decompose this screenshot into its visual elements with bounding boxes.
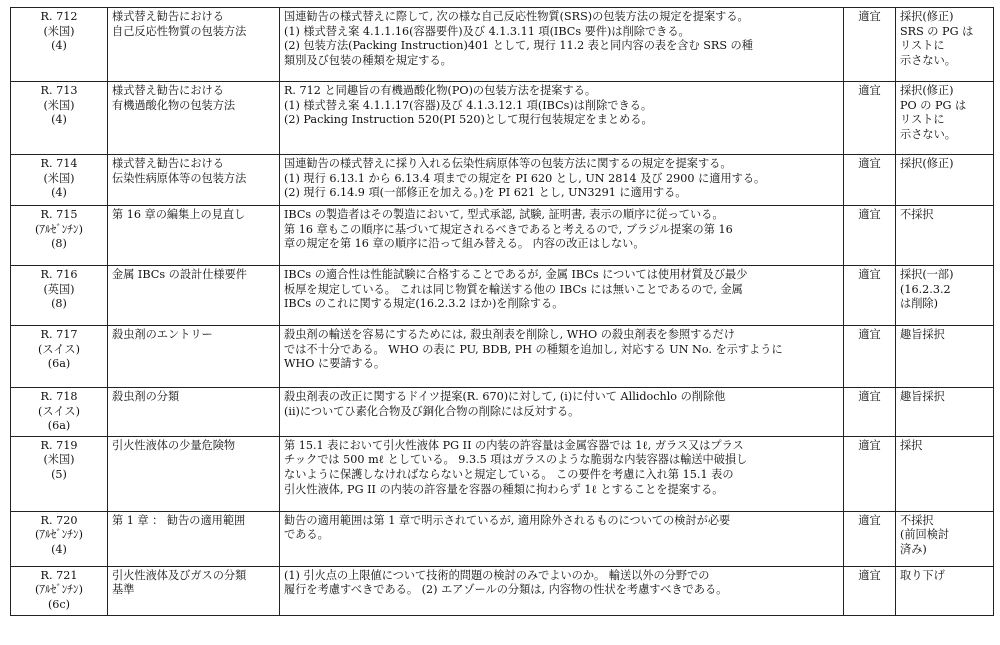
hazard-class: (5) [51, 467, 67, 481]
proposer-country: (ｱﾙｾﾞﾝﾁﾝ) [35, 222, 83, 236]
proposal-id: R. 712 [40, 10, 78, 23]
text-line: 示さない。 [900, 127, 956, 141]
text-line: 殺虫剤のエントリー [112, 328, 213, 341]
timing-cell [844, 155, 896, 206]
timing-cell [844, 326, 896, 388]
text-line: 第 1 章 ： 勧告の適用範囲 [112, 513, 246, 527]
proposal-content-cell [280, 326, 844, 388]
text-line: リストに [900, 113, 945, 127]
hazard-class: (6c) [47, 597, 71, 611]
timing-value: 適宜 [858, 568, 881, 582]
timing-cell [844, 388, 896, 437]
text-line: 不採択 [900, 208, 934, 221]
proposal-title-cell [108, 436, 280, 511]
result-cell [896, 436, 994, 511]
text-line: IBCs の製造者はその製造において, 型式承認, 試験, 証明書, 表示の順序に従っている。 [284, 208, 724, 221]
table-row [11, 566, 994, 615]
result-cell [896, 206, 994, 266]
timing-cell [844, 82, 896, 155]
text-line: (16.2.3.2 [900, 282, 951, 296]
proposer-country: (ｱﾙｾﾞﾝﾁﾝ) [35, 583, 83, 597]
proposer-country: (米国) [43, 453, 75, 467]
proposal-content-cell [280, 8, 844, 82]
result-cell [896, 511, 994, 566]
proposal-title-cell [108, 266, 280, 326]
proposer-country: (米国) [43, 171, 75, 185]
proposal-content-cell [280, 436, 844, 511]
proposals-table-body [11, 8, 994, 616]
proposal-content-cell [280, 206, 844, 266]
timing-cell [844, 436, 896, 511]
proposal-content-cell [280, 566, 844, 615]
text-line: 有機過酸化物の包装方法 [112, 98, 236, 112]
text-line: (ii)についてひ素化合物及び銅化合物の削除には反対する。 [284, 404, 580, 418]
text-line: SRS の PG は [900, 24, 974, 38]
hazard-class: (6a) [47, 419, 71, 433]
hazard-class: (4) [51, 113, 67, 127]
text-line: 様式替え勧告における [112, 10, 224, 23]
text-line: 自己反応性物質の包装方法 [112, 24, 247, 38]
proposal-ref-cell [11, 8, 108, 82]
text-line: 取り下げ [900, 568, 945, 582]
text-line: WHO に要請する。 [284, 357, 386, 371]
proposal-title-cell [108, 8, 280, 82]
result-cell [896, 8, 994, 82]
hazard-class: (6a) [47, 357, 71, 371]
proposal-title-cell [108, 511, 280, 566]
text-line: 採択 [900, 438, 923, 452]
text-line: 引火性液体及びガスの分類 [112, 568, 247, 582]
timing-value: 適宜 [858, 390, 881, 403]
table-row [11, 82, 994, 155]
hazard-class: (8) [51, 237, 67, 251]
proposal-title-cell [108, 206, 280, 266]
text-line: 採択(修正) [900, 10, 954, 23]
proposal-ref-cell [11, 266, 108, 326]
text-line: (1) 現行 6.13.1 から 6.13.4 項までの規定を PI 620 とし, UN 2814 及び 2900 に適用する。 [284, 171, 766, 185]
proposal-content-cell [280, 266, 844, 326]
timing-value: 適宜 [858, 513, 881, 527]
proposal-title-cell [108, 326, 280, 388]
text-line: (1) 様式替え案 4.1.1.16(容器要件)及び 4.1.3.11 項(IBCs 要件)は削除できる。 [284, 24, 690, 38]
text-line: 第 16 章もこの順序に基づいて規定されるべきであると考えるので, ブラジル提案の第 16 [284, 222, 733, 236]
result-cell [896, 155, 994, 206]
proposer-country: (米国) [43, 98, 75, 112]
timing-value: 適宜 [858, 438, 881, 452]
text-line: R. 712 と同趣旨の有機過酸化物(PO)の包装方法を提案する。 [284, 84, 597, 97]
proposal-ref-cell [11, 436, 108, 511]
proposals-table [10, 7, 994, 616]
proposal-content-cell [280, 388, 844, 437]
text-line: では不十分である。 WHO の表に PU, BDB, PH の種類を追加し, 対応する UN No. を示すように [284, 342, 783, 356]
text-line: 伝染性病原体等の包装方法 [112, 171, 247, 185]
text-line: IBCs の適合性は性能試験に合格することであるが, 金属 IBCs については使用材質及び最少 [284, 268, 748, 281]
text-line: 示さない。 [900, 53, 956, 67]
text-line: 引火性液体の少量危険物 [112, 438, 236, 452]
proposer-country: (スイス) [38, 342, 80, 356]
timing-value: 適宜 [858, 268, 881, 281]
table-row [11, 436, 994, 511]
text-line: 国連勧告の様式替えに採り入れる伝染性病原体等の包装方法に関するの規定を提案する。 [284, 157, 732, 170]
proposal-id: R. 718 [40, 390, 78, 403]
text-line: 採択(修正) [900, 157, 954, 170]
result-cell [896, 82, 994, 155]
table-row [11, 155, 994, 206]
timing-value: 適宜 [858, 10, 881, 23]
table-row [11, 266, 994, 326]
proposal-title-cell [108, 155, 280, 206]
table-row [11, 8, 994, 82]
proposal-title-cell [108, 82, 280, 155]
proposal-id: R. 717 [40, 328, 78, 341]
proposal-id: R. 714 [40, 157, 78, 170]
text-line: 章の規定を第 16 章の順序に沿って組み替える。 内容の改正はしない。 [284, 237, 645, 251]
text-line: IBCs のこれに関する規定(16.2.3.2 ほか)を削除する。 [284, 297, 564, 311]
text-line: 殺虫剤の分類 [112, 390, 180, 403]
proposal-ref-cell [11, 155, 108, 206]
text-line: である。 [284, 528, 329, 542]
text-line: 勧告の適用範囲は第 1 章で明示されているが, 適用除外されるものについての検討が必要 [284, 513, 731, 527]
text-line: PO の PG は [900, 98, 967, 112]
result-cell [896, 566, 994, 615]
timing-cell [844, 566, 896, 615]
text-line: 様式替え勧告における [112, 157, 224, 170]
proposal-content-cell [280, 511, 844, 566]
proposal-ref-cell [11, 326, 108, 388]
proposal-ref-cell [11, 82, 108, 155]
table-row [11, 206, 994, 266]
proposal-ref-cell [11, 566, 108, 615]
proposal-id: R. 713 [40, 84, 78, 97]
text-line: (1) 引火点の上限値について技術的問題の検討のみでよいのか。 輸送以外の分野での [284, 568, 710, 582]
text-line: 金属 IBCs の設計仕様要件 [112, 268, 247, 281]
text-line: 様式替え勧告における [112, 84, 224, 97]
text-line: リストに [900, 39, 945, 53]
proposal-id: R. 719 [40, 438, 78, 452]
proposer-country: (英国) [43, 282, 75, 296]
text-line: 引火性液体, PG II の内装の許容量を容器の種類に拘わらず 1ℓ とすることを提案する。 [284, 482, 724, 496]
text-line: 済み) [900, 542, 927, 556]
text-line: 殺虫剤の輸送を容易にするためには, 殺虫剤表を削除し, WHO の殺虫剤表を参照するだけ [284, 328, 735, 341]
text-line: (2) 現行 6.14.9 項(一部修正を加える。)を PI 621 とし, UN3291 に適用する。 [284, 186, 687, 200]
timing-cell [844, 8, 896, 82]
text-line: 採択(修正) [900, 84, 954, 97]
hazard-class: (4) [51, 542, 67, 556]
proposal-id: R. 716 [40, 268, 78, 281]
result-cell [896, 388, 994, 437]
result-cell [896, 266, 994, 326]
hazard-class: (4) [51, 186, 67, 200]
proposal-title-cell [108, 566, 280, 615]
table-row [11, 326, 994, 388]
text-line: 殺虫剤表の改正に関するドイツ提案(R. 670)に対して, (i)に付いて Allidochlo の削除他 [284, 390, 726, 403]
text-line: ないように保護しなければならないと規定している。 この要件を考慮に入れ第 15.1 表の [284, 467, 734, 481]
proposal-ref-cell [11, 511, 108, 566]
text-line: 第 16 章の編集上の見直し [112, 208, 246, 221]
text-line: 第 15.1 表において引火性液体 PG II の内装の許容量は金属容器では 1ℓ, ガラス又はプラス [284, 438, 744, 452]
proposal-ref-cell [11, 206, 108, 266]
proposer-country: (米国) [43, 24, 75, 38]
proposal-content-cell [280, 155, 844, 206]
timing-cell [844, 206, 896, 266]
table-row [11, 388, 994, 437]
proposal-content-cell [280, 82, 844, 155]
proposer-country: (ｱﾙｾﾞﾝﾁﾝ) [35, 528, 83, 542]
table-row [11, 511, 994, 566]
text-line: 類別及び包装の種類を規定する。 [284, 53, 452, 67]
text-line: 趣旨採択 [900, 328, 945, 341]
proposer-country: (スイス) [38, 404, 80, 418]
text-line: 採択(一部) [900, 268, 954, 281]
text-line: (2) Packing Instruction 520(PI 520)として現行包装規定をまとめる。 [284, 113, 653, 127]
text-line: チックでは 500 mℓ としている。 9.3.5 項はガラスのような脆弱な内装容器は輸送中破損し [284, 453, 748, 467]
proposal-id: R. 721 [40, 568, 78, 582]
text-line: 不採択 [900, 513, 934, 527]
text-line: 趣旨採択 [900, 390, 945, 403]
proposal-id: R. 715 [40, 208, 78, 221]
timing-cell [844, 511, 896, 566]
timing-value: 適宜 [858, 328, 881, 341]
text-line: (2) 包装方法(Packing Instruction)401 として, 現行 11.2 表と同内容の表を含む SRS の種 [284, 39, 753, 53]
result-cell [896, 326, 994, 388]
timing-value: 適宜 [858, 208, 881, 221]
timing-cell [844, 266, 896, 326]
proposal-title-cell [108, 388, 280, 437]
timing-value: 適宜 [858, 84, 881, 97]
proposal-ref-cell [11, 388, 108, 437]
text-line: 履行を考慮すべきである。 (2) エアゾールの分類は, 内容物の性状を考慮すべきである。 [284, 583, 728, 597]
text-line: は削除) [900, 297, 938, 311]
text-line: 基準 [112, 583, 135, 597]
text-line: (1) 様式替え案 4.1.1.17(容器)及び 4.1.3.12.1 項(IBCs)は削除できる。 [284, 98, 653, 112]
timing-value: 適宜 [858, 157, 881, 170]
proposal-id: R. 720 [40, 513, 78, 527]
hazard-class: (8) [51, 297, 67, 311]
text-line: 国連勧告の様式替えに際して, 次の様な自己反応性物質(SRS)の包装方法の規定を提案する。 [284, 10, 749, 23]
text-line: (前回検討 [900, 528, 950, 542]
hazard-class: (4) [51, 39, 67, 53]
text-line: 板厚を規定している。 これは同じ物質を輸送する他の IBCs には無いことであるので, 金属 [284, 282, 743, 296]
